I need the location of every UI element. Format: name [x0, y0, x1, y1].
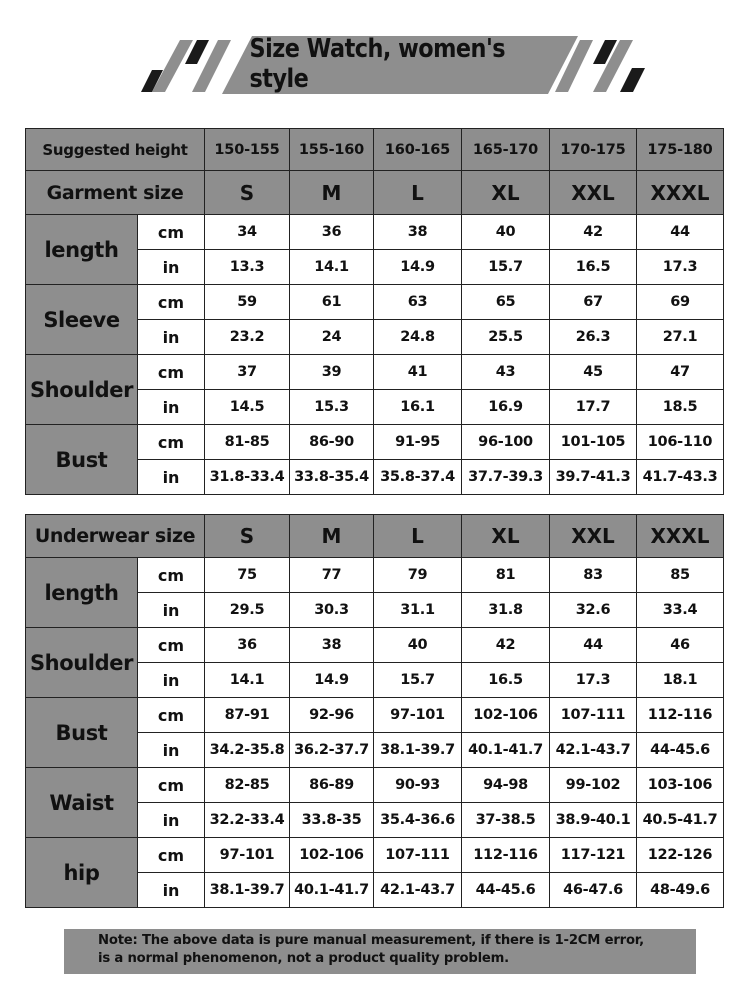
measurement-value: 23.2: [205, 320, 290, 355]
measurement-value: 42.1-43.7: [550, 733, 637, 768]
measurement-value: 16.9: [462, 390, 550, 425]
unit-label: in: [138, 593, 205, 628]
measurement-value: 38: [374, 215, 462, 250]
measurement-value: 36.2-37.7: [290, 733, 374, 768]
measurement-value: 26.3: [550, 320, 637, 355]
measurement-value: 79: [374, 558, 462, 593]
measurement-value: 38.1-39.7: [205, 873, 290, 908]
measurement-value: 15.7: [374, 663, 462, 698]
underwear-size-table: [25, 514, 724, 908]
unit-label: in: [138, 663, 205, 698]
height-cell: 175-180: [637, 129, 724, 171]
measurement-value: 14.1: [205, 663, 290, 698]
measurement-value: 35.8-37.4: [374, 460, 462, 495]
unit-label: in: [138, 873, 205, 908]
measurement-value: 47: [637, 355, 724, 390]
measurement-value: 40: [462, 215, 550, 250]
measurement-value: 67: [550, 285, 637, 320]
unit-label: cm: [138, 768, 205, 803]
measurement-value: 44: [637, 215, 724, 250]
measurement-value: 36: [205, 628, 290, 663]
unit-label: in: [138, 733, 205, 768]
measurement-value: 39.7-41.3: [550, 460, 637, 495]
measurement-value: 103-106: [637, 768, 724, 803]
height-cell: 155-160: [290, 129, 374, 171]
measurement-value: 40.5-41.7: [637, 803, 724, 838]
measurement-value: 38.9-40.1: [550, 803, 637, 838]
measurement-value: 101-105: [550, 425, 637, 460]
measurement-value: 31.8: [462, 593, 550, 628]
measurement-value: 48-49.6: [637, 873, 724, 908]
measurement-value: 14.1: [290, 250, 374, 285]
measurement-value: 25.5: [462, 320, 550, 355]
measurement-value: 42.1-43.7: [374, 873, 462, 908]
measurement-value: 18.1: [637, 663, 724, 698]
measurement-row-cm: [26, 215, 724, 250]
measurement-value: 32.6: [550, 593, 637, 628]
measurement-value: 75: [205, 558, 290, 593]
measurement-value: 122-126: [637, 838, 724, 873]
underwear-size-row: [26, 515, 724, 558]
measurement-row-cm: [26, 838, 724, 873]
unit-label: cm: [138, 628, 205, 663]
measurement-category: Bust: [26, 425, 138, 495]
measurement-row-cm: [26, 768, 724, 803]
measurement-value: 86-90: [290, 425, 374, 460]
measurement-value: 94-98: [462, 768, 550, 803]
size-cell: L: [374, 171, 462, 215]
size-cell: L: [374, 515, 462, 558]
measurement-value: 40.1-41.7: [290, 873, 374, 908]
measurement-value: 61: [290, 285, 374, 320]
unit-label: cm: [138, 698, 205, 733]
note-line-1: Note: The above data is pure manual measurement, if there is 1-2CM error,: [98, 933, 644, 948]
measurement-category: length: [26, 558, 138, 628]
measurement-value: 107-111: [550, 698, 637, 733]
measurement-value: 17.3: [550, 663, 637, 698]
size-cell: XXL: [550, 515, 637, 558]
measurement-row-cm: [26, 698, 724, 733]
measurement-value: 91-95: [374, 425, 462, 460]
unit-label: in: [138, 250, 205, 285]
measurement-value: 59: [205, 285, 290, 320]
garment-size-row: [26, 171, 724, 215]
measurement-category: Waist: [26, 768, 138, 838]
measurement-category: Sleeve: [26, 285, 138, 355]
measurement-value: 16.1: [374, 390, 462, 425]
measurement-value: 29.5: [205, 593, 290, 628]
size-cell: M: [290, 515, 374, 558]
unit-label: in: [138, 320, 205, 355]
measurement-value: 44: [550, 628, 637, 663]
measurement-value: 17.7: [550, 390, 637, 425]
measurement-value: 34: [205, 215, 290, 250]
measurement-category: hip: [26, 838, 138, 908]
measurement-value: 112-116: [637, 698, 724, 733]
measurement-category: Shoulder: [26, 628, 138, 698]
measurement-category: length: [26, 215, 138, 285]
measurement-value: 102-106: [462, 698, 550, 733]
suggested-height-row: [26, 129, 724, 171]
measurement-value: 102-106: [290, 838, 374, 873]
size-cell: XL: [462, 171, 550, 215]
size-cell: M: [290, 171, 374, 215]
measurement-value: 42: [462, 628, 550, 663]
measurement-value: 24.8: [374, 320, 462, 355]
measurement-value: 18.5: [637, 390, 724, 425]
measurement-value: 40: [374, 628, 462, 663]
measurement-value: 99-102: [550, 768, 637, 803]
measurement-value: 33.4: [637, 593, 724, 628]
measurement-value: 96-100: [462, 425, 550, 460]
measurement-value: 46-47.6: [550, 873, 637, 908]
measurement-value: 34.2-35.8: [205, 733, 290, 768]
measurement-value: 46: [637, 628, 724, 663]
unit-label: cm: [138, 285, 205, 320]
garment-size-table: [25, 128, 724, 495]
size-cell: XXXL: [637, 515, 724, 558]
measurement-value: 90-93: [374, 768, 462, 803]
measurement-value: 24: [290, 320, 374, 355]
measurement-value: 65: [462, 285, 550, 320]
height-cell: 170-175: [550, 129, 637, 171]
measurement-value: 45: [550, 355, 637, 390]
measurement-value: 30.3: [290, 593, 374, 628]
unit-label: in: [138, 803, 205, 838]
banner-title: Size Watch, women's style: [249, 34, 506, 94]
measurement-value: 117-121: [550, 838, 637, 873]
measurement-value: 38: [290, 628, 374, 663]
measurement-value: 16.5: [462, 663, 550, 698]
measurement-value: 17.3: [637, 250, 724, 285]
measurement-value: 35.4-36.6: [374, 803, 462, 838]
height-cell: 150-155: [205, 129, 290, 171]
measurement-value: 14.9: [290, 663, 374, 698]
measurement-value: 42: [550, 215, 637, 250]
measurement-value: 32.2-33.4: [205, 803, 290, 838]
measurement-value: 41: [374, 355, 462, 390]
measurement-value: 15.3: [290, 390, 374, 425]
measurement-value: 97-101: [205, 838, 290, 873]
measurement-category: Shoulder: [26, 355, 138, 425]
note-line-2: is a normal phenomenon, not a product quality problem.: [98, 951, 509, 966]
measurement-value: 33.8-35: [290, 803, 374, 838]
measurement-value: 112-116: [462, 838, 550, 873]
measurement-value: 97-101: [374, 698, 462, 733]
measurement-value: 44-45.6: [637, 733, 724, 768]
unit-label: in: [138, 460, 205, 495]
measurement-row-cm: [26, 285, 724, 320]
unit-label: cm: [138, 355, 205, 390]
measurement-value: 40.1-41.7: [462, 733, 550, 768]
measurement-row-cm: [26, 355, 724, 390]
measurement-value: 41.7-43.3: [637, 460, 724, 495]
size-cell: XXL: [550, 171, 637, 215]
measurement-row-cm: [26, 558, 724, 593]
measurement-note: [64, 929, 696, 974]
unit-label: cm: [138, 215, 205, 250]
measurement-row-cm: [26, 425, 724, 460]
measurement-value: 14.5: [205, 390, 290, 425]
measurement-value: 37.7-39.3: [462, 460, 550, 495]
measurement-value: 38.1-39.7: [374, 733, 462, 768]
measurement-value: 69: [637, 285, 724, 320]
underwear-size-label: Underwear size: [26, 515, 205, 558]
suggested-height-label: Suggested height: [26, 129, 205, 171]
measurement-value: 92-96: [290, 698, 374, 733]
measurement-value: 27.1: [637, 320, 724, 355]
measurement-value: 86-89: [290, 768, 374, 803]
measurement-value: 82-85: [205, 768, 290, 803]
measurement-value: 36: [290, 215, 374, 250]
measurement-row-cm: [26, 628, 724, 663]
measurement-value: 87-91: [205, 698, 290, 733]
height-cell: 160-165: [374, 129, 462, 171]
measurement-value: 107-111: [374, 838, 462, 873]
measurement-value: 33.8-35.4: [290, 460, 374, 495]
height-cell: 165-170: [462, 129, 550, 171]
measurement-value: 14.9: [374, 250, 462, 285]
measurement-value: 16.5: [550, 250, 637, 285]
measurement-value: 85: [637, 558, 724, 593]
left-slash-grey-1: [152, 40, 193, 92]
measurement-value: 43: [462, 355, 550, 390]
size-cell: XXXL: [637, 171, 724, 215]
title-banner: [0, 0, 750, 110]
measurement-value: 77: [290, 558, 374, 593]
measurement-value: 106-110: [637, 425, 724, 460]
measurement-value: 83: [550, 558, 637, 593]
measurement-value: 13.3: [205, 250, 290, 285]
unit-label: in: [138, 390, 205, 425]
size-cell: S: [205, 515, 290, 558]
measurement-value: 15.7: [462, 250, 550, 285]
measurement-value: 81: [462, 558, 550, 593]
measurement-value: 39: [290, 355, 374, 390]
size-cell: S: [205, 171, 290, 215]
garment-size-label: Garment size: [26, 171, 205, 215]
measurement-category: Bust: [26, 698, 138, 768]
unit-label: cm: [138, 838, 205, 873]
unit-label: cm: [138, 558, 205, 593]
unit-label: cm: [138, 425, 205, 460]
measurement-value: 31.1: [374, 593, 462, 628]
measurement-value: 44-45.6: [462, 873, 550, 908]
measurement-value: 63: [374, 285, 462, 320]
measurement-value: 81-85: [205, 425, 290, 460]
measurement-value: 31.8-33.4: [205, 460, 290, 495]
size-cell: XL: [462, 515, 550, 558]
measurement-value: 37: [205, 355, 290, 390]
measurement-value: 37-38.5: [462, 803, 550, 838]
right-slash-black-2: [620, 68, 645, 92]
